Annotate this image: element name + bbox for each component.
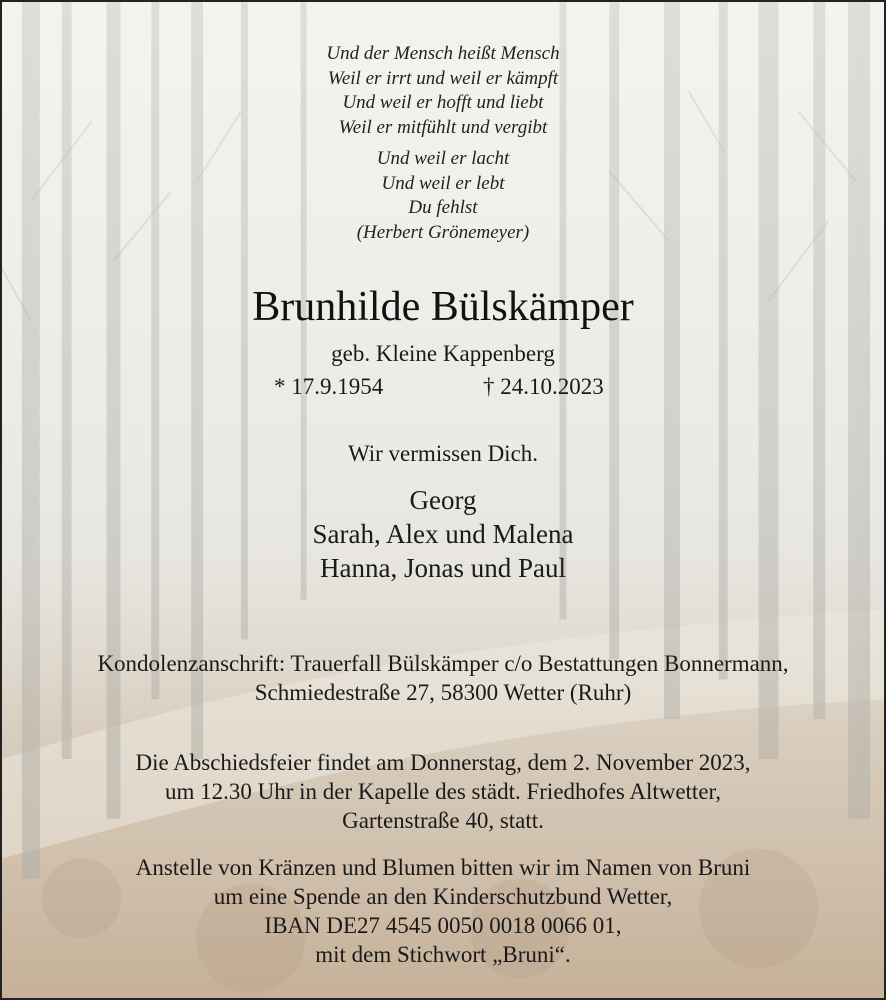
text-line: um eine Spende an den Kinderschutzbund Wetter,	[213, 884, 673, 909]
poem-line: Und weil er lacht	[376, 148, 510, 169]
text-line: Anstelle von Kränzen und Blumen bitten wir im Namen von Bruni	[135, 855, 751, 880]
birth-name: geb. Kleine Kappenberg	[331, 341, 555, 366]
iban-line: IBAN DE27 4545 0050 0018 0066 01,	[264, 913, 622, 938]
deceased-name: Brunhilde Bülskämper	[252, 284, 634, 330]
text-line: Gartenstraße 40, statt.	[342, 808, 544, 833]
text-line: mit dem Stichwort „Bruni“.	[315, 942, 571, 967]
birth-date: * 17.9.1954	[274, 374, 384, 399]
family-names	[2, 483, 884, 585]
family-line: Hanna, Jonas und Paul	[320, 553, 566, 583]
death-date: † 24.10.2023	[483, 374, 604, 399]
donation-info	[2, 853, 884, 969]
text-line: um 12.30 Uhr in der Kapelle des städt. Friedhofes Altwetter,	[164, 779, 722, 804]
poem-line: Und weil er hofft und liebt	[342, 92, 544, 113]
condolence-address	[2, 649, 884, 707]
poem-line: Du fehlst	[408, 197, 478, 218]
ceremony-info	[2, 748, 884, 835]
family-line: Georg	[409, 485, 477, 515]
poem-line: Und der Mensch heißt Mensch	[326, 43, 560, 64]
family-line: Sarah, Alex und Malena	[312, 519, 574, 549]
poem-line: Weil er mitfühlt und vergibt	[338, 116, 548, 138]
text-line: Die Abschiedsfeier findet am Donnerstag, dem 2. November 2023,	[135, 750, 751, 775]
farewell-message: Wir vermissen Dich.	[347, 441, 539, 466]
poem-attribution: (Herbert Grönemeyer)	[356, 221, 530, 243]
text-line: Schmiedestraße 27, 58300 Wetter (Ruhr)	[254, 680, 632, 705]
notice-content	[2, 2, 884, 998]
poem-stanza-1	[2, 42, 884, 140]
poem-stanza-2	[2, 147, 884, 245]
poem-line: Und weil er lebt	[381, 172, 505, 194]
text-line: Kondolenzanschrift: Trauerfall Bülskämper c/o Bestattungen Bonnermann,	[97, 651, 789, 676]
poem-line: Weil er irrt und weil er kämpft	[327, 67, 559, 89]
